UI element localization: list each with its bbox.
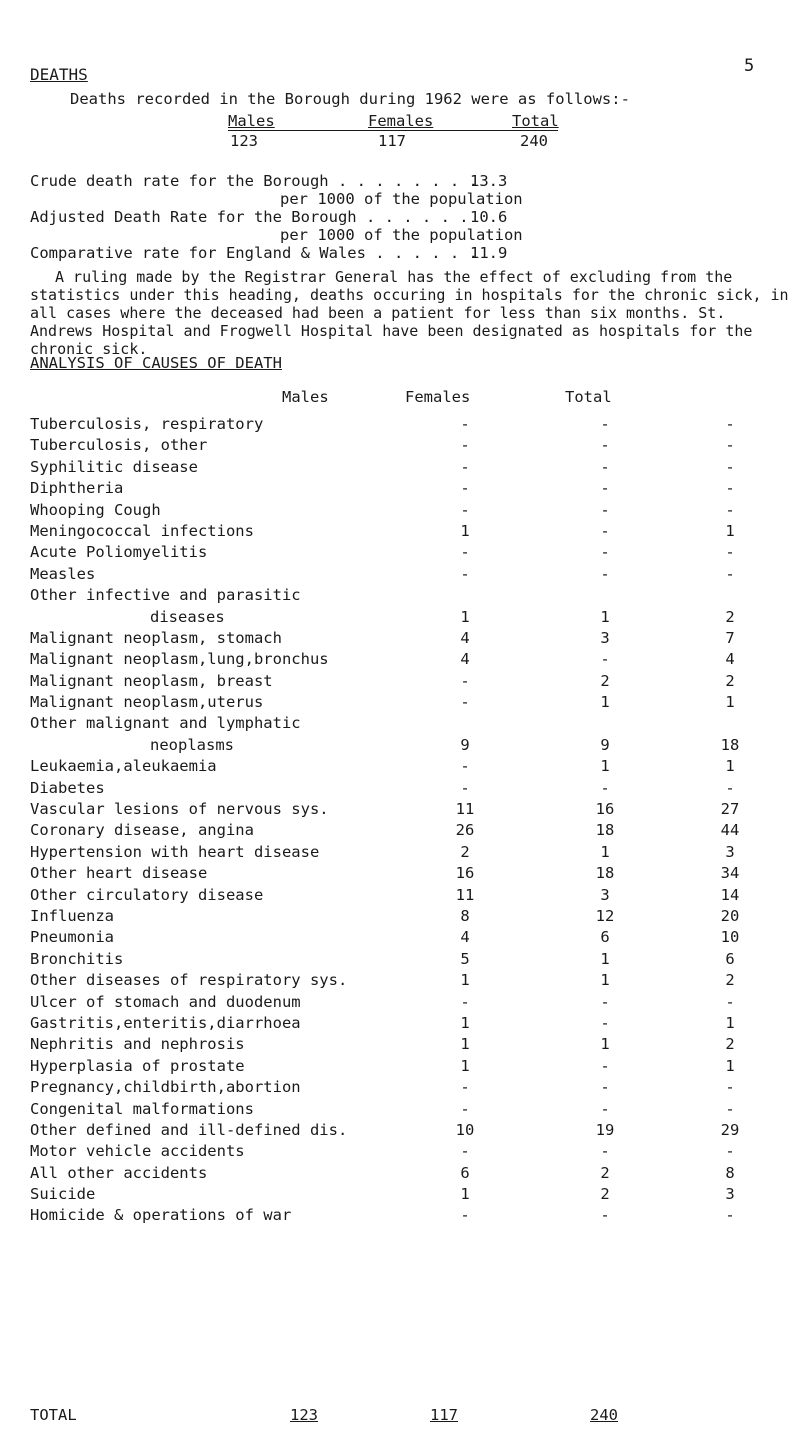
summary-females-value: 117 [378,132,406,150]
table-row [30,1166,780,1187]
table-row [30,438,780,459]
males-value: - [460,479,470,498]
total-value: 27 [720,800,740,819]
males-value: 8 [460,906,470,925]
males-value: 9 [460,735,470,754]
table-row [30,888,780,909]
adjusted-rate-unit-row [30,226,790,246]
total-value [680,588,780,609]
cause-label: Tuberculosis, respiratory [30,415,264,433]
cause-label: Other infective and parasitic [30,586,301,605]
females-value: 1 [600,607,610,626]
cause-label: Gastritis,enteritis,diarrhoea [30,1013,301,1032]
males-value: 26 [455,821,475,840]
females-value: 19 [595,1120,615,1139]
females-value: 3 [600,885,610,904]
total-value: - [725,992,735,1011]
total-value: 2 [725,671,735,690]
males-value: - [460,671,470,690]
males-value: 1 [460,1013,470,1032]
adjusted-rate-unit: per 1000 of the population [280,226,523,244]
females-value: 16 [595,800,615,819]
table-row [30,1208,780,1229]
total-label: TOTAL [30,1406,77,1424]
total-value: 1 [725,521,735,540]
comparative-rate-value: 11.9 [470,244,508,262]
cause-label: Hyperplasia of prostate [30,1056,245,1075]
causes-table [30,417,780,1230]
table-row [30,930,780,951]
males-value: 10 [455,1120,475,1139]
females-value: - [600,1078,610,1097]
females-value: 1 [600,971,610,990]
total-value [680,716,780,737]
males-value: 4 [460,650,470,669]
males-value: - [460,1078,470,1097]
table-row [30,652,780,673]
males-value: 5 [460,949,470,968]
cause-label: Diphtheria [30,479,124,498]
cause-label: Ulcer of stomach and duodenum [30,992,301,1011]
analysis-title: ANALYSIS OF CAUSES OF DEATH [30,354,282,372]
males-value: 1 [460,1035,470,1054]
males-value: - [460,564,470,583]
table-row [30,1123,780,1144]
females-value: 18 [595,864,615,883]
total-value: 20 [720,906,740,925]
cause-label: All other accidents [30,1163,208,1182]
females-value: - [600,650,610,669]
cause-label: Coronary disease, angina [30,821,254,840]
cause-label: Other malignant and lymphatic [30,714,301,733]
page-number: 5 [744,56,755,76]
total-value: - [725,500,735,519]
total-value: - [725,1099,735,1118]
table-row [30,1016,780,1037]
females-value: - [600,436,610,455]
total-value: 1 [725,1013,735,1032]
total-value: 10 [720,928,740,947]
table-row [30,1080,780,1101]
females-value: - [600,1099,610,1118]
cause-label: Malignant neoplasm, stomach [30,628,282,647]
females-value: 1 [600,842,610,861]
cause-label: Influenza [30,906,114,925]
table-row [30,610,780,631]
table-row [30,631,780,652]
crude-rate-label: Crude death rate for the Borough . . . . . . . . [30,172,478,190]
males-value: - [460,1142,470,1161]
males-value: - [460,500,470,519]
total-value: 2 [725,1035,735,1054]
analysis-header-females: Females [405,388,471,406]
males-value: 2 [460,842,470,861]
cause-label: Other defined and ill-defined dis. [30,1120,348,1139]
table-row [30,802,780,823]
total-value: 44 [720,821,740,840]
table-row [30,909,780,930]
cause-label: Nephritis and nephrosis [30,1035,245,1054]
males-value: - [460,1099,470,1118]
males-value: 4 [460,928,470,947]
males-value [400,588,530,609]
cause-label: Suicide [30,1185,96,1204]
males-value: - [460,757,470,776]
females-value: - [600,479,610,498]
males-value: 1 [460,1056,470,1075]
adjusted-rate-label: Adjusted Death Rate for the Borough . . . . . . [30,208,469,226]
males-value: 16 [455,864,475,883]
table-row [30,738,780,759]
females-value: 2 [600,1185,610,1204]
table-row [30,716,780,737]
table-row [30,845,780,866]
males-value: 11 [455,800,475,819]
males-value: 1 [460,521,470,540]
adjusted-rate-value: 10.6 [470,208,508,226]
section-title: DEATHS [30,65,88,84]
females-value: - [600,1013,610,1032]
males-value: - [460,992,470,1011]
males-value: 11 [455,885,475,904]
males-value: - [460,1206,470,1225]
summary-header-males: Males [228,112,275,130]
table-row [30,417,780,438]
total-value: - [725,1206,735,1225]
crude-rate-value: 13.3 [470,172,508,190]
females-value: 1 [600,693,610,712]
table-row [30,460,780,481]
females-value: 18 [595,821,615,840]
females-value: 1 [600,757,610,776]
males-value: 1 [460,971,470,990]
total-value: 2 [725,607,735,626]
total-value: 8 [725,1163,735,1182]
cause-label: Homicide & operations of war [30,1206,292,1225]
total-value: - [725,543,735,562]
males-value: - [460,457,470,476]
males-value: 4 [460,628,470,647]
cause-label: Congenital malformations [30,1099,254,1118]
females-value: - [600,415,610,433]
males-value: - [460,543,470,562]
cause-label: Motor vehicle accidents [30,1142,245,1161]
cause-label: Acute Poliomyelitis [30,543,208,562]
females-value: 12 [595,906,615,925]
females-value: 3 [600,628,610,647]
summary-header-females: Females [368,112,434,130]
cause-label: Meningococcal infections [30,521,254,540]
table-row [30,588,780,609]
total-value: 18 [720,735,740,754]
females-value: - [600,543,610,562]
total-value: 1 [725,1056,735,1075]
total-value: 1 [725,693,735,712]
analysis-header-total: Total [565,388,612,406]
females-value: - [600,1056,610,1075]
total-value: 6 [725,949,735,968]
females-value: - [600,1142,610,1161]
total-value: - [725,778,735,797]
cause-label: Malignant neoplasm, breast [30,671,273,690]
summary-total-value: 240 [520,132,548,150]
total-value: 1 [725,757,735,776]
analysis-header-males: Males [282,388,329,406]
table-row [30,524,780,545]
females-value: 1 [600,1035,610,1054]
total-value: 29 [720,1120,740,1139]
females-value: 2 [600,1163,610,1182]
table-row [30,823,780,844]
males-value: - [460,415,470,433]
females-value: - [600,778,610,797]
males-value: - [460,436,470,455]
total-value: - [725,415,735,433]
cause-label: Other diseases of respiratory sys. [30,971,348,990]
females-value: 2 [600,671,610,690]
total-value: 2 [725,971,735,990]
females-value: 1 [600,949,610,968]
adjusted-rate-row [30,208,790,228]
table-row [30,995,780,1016]
table-row [30,674,780,695]
table-row [30,503,780,524]
total-value: - [725,479,735,498]
cause-label: Pneumonia [30,928,114,947]
females-value: 9 [600,735,610,754]
females-value: - [600,564,610,583]
females-value: - [600,992,610,1011]
total-females: 117 [430,1406,458,1424]
cause-label: diseases [150,607,225,626]
crude-rate-unit: per 1000 of the population [280,190,523,208]
total-value: 3 [725,1185,735,1204]
ruling-text: A ruling made by the Registrar General has the effect of excluding from the statistics under this heading, deaths occuring in hospitals for the chronic sick, in all cases where the deceased had been a patient for less than six months. St. Andrews Hospital and Frogwell Hospital have been designated as hospitals for the chronic sick. [30,268,789,358]
table-row [30,567,780,588]
table-row [30,866,780,887]
females-value: 6 [600,928,610,947]
males-value: - [460,778,470,797]
males-value: 6 [460,1163,470,1182]
summary-underline [228,130,558,131]
cause-label: Diabetes [30,778,105,797]
total-value: - [725,564,735,583]
cause-label: Hypertension with heart disease [30,842,320,861]
table-row [30,481,780,502]
comparative-rate-label: Comparative rate for England & Wales . . . . . . [30,244,478,262]
cause-label: Tuberculosis, other [30,436,208,455]
total-all: 240 [590,1406,618,1424]
table-row [30,1037,780,1058]
males-value [400,716,530,737]
table-row [30,781,780,802]
total-value: 3 [725,842,735,861]
total-value: - [725,436,735,455]
cause-label: Other circulatory disease [30,885,264,904]
table-row [30,1144,780,1165]
males-value: 1 [460,1185,470,1204]
cause-label: Whooping Cough [30,500,161,519]
table-row [30,759,780,780]
total-value: - [725,1142,735,1161]
summary-header-total: Total [512,112,559,130]
total-value: 4 [725,650,735,669]
cause-label: Malignant neoplasm,lung,bronchus [30,650,329,669]
females-value [530,716,680,737]
crude-rate-unit-row [30,190,790,210]
cause-label: neoplasms [150,735,234,754]
table-row [30,1187,780,1208]
males-value: 1 [460,607,470,626]
cause-label: Vascular lesions of nervous sys. [30,800,329,819]
total-value: - [725,1078,735,1097]
total-value: 34 [720,864,740,883]
females-value: - [600,457,610,476]
cause-label: Malignant neoplasm,uterus [30,693,264,712]
table-row [30,952,780,973]
summary-males-value: 123 [230,132,258,150]
comparative-rate-row [30,244,790,264]
table-row [30,1102,780,1123]
total-value: 7 [725,628,735,647]
females-value: - [600,500,610,519]
cause-label: Syphilitic disease [30,457,198,476]
cause-label: Bronchitis [30,949,124,968]
males-value: - [460,693,470,712]
females-value: - [600,1206,610,1225]
table-row [30,1059,780,1080]
table-row [30,545,780,566]
cause-label: Pregnancy,childbirth,abortion [30,1078,301,1097]
cause-label: Other heart disease [30,864,208,883]
crude-rate-row [30,172,790,192]
table-row [30,695,780,716]
females-value: - [600,521,610,540]
cause-label: Leukaemia,aleukaemia [30,757,217,776]
total-value: 14 [720,885,740,904]
total-males: 123 [290,1406,318,1424]
cause-label: Measles [30,564,96,583]
total-value: - [725,457,735,476]
females-value [530,588,680,609]
table-row [30,973,780,994]
intro-text: Deaths recorded in the Borough during 1962 were as follows:- [70,90,630,108]
